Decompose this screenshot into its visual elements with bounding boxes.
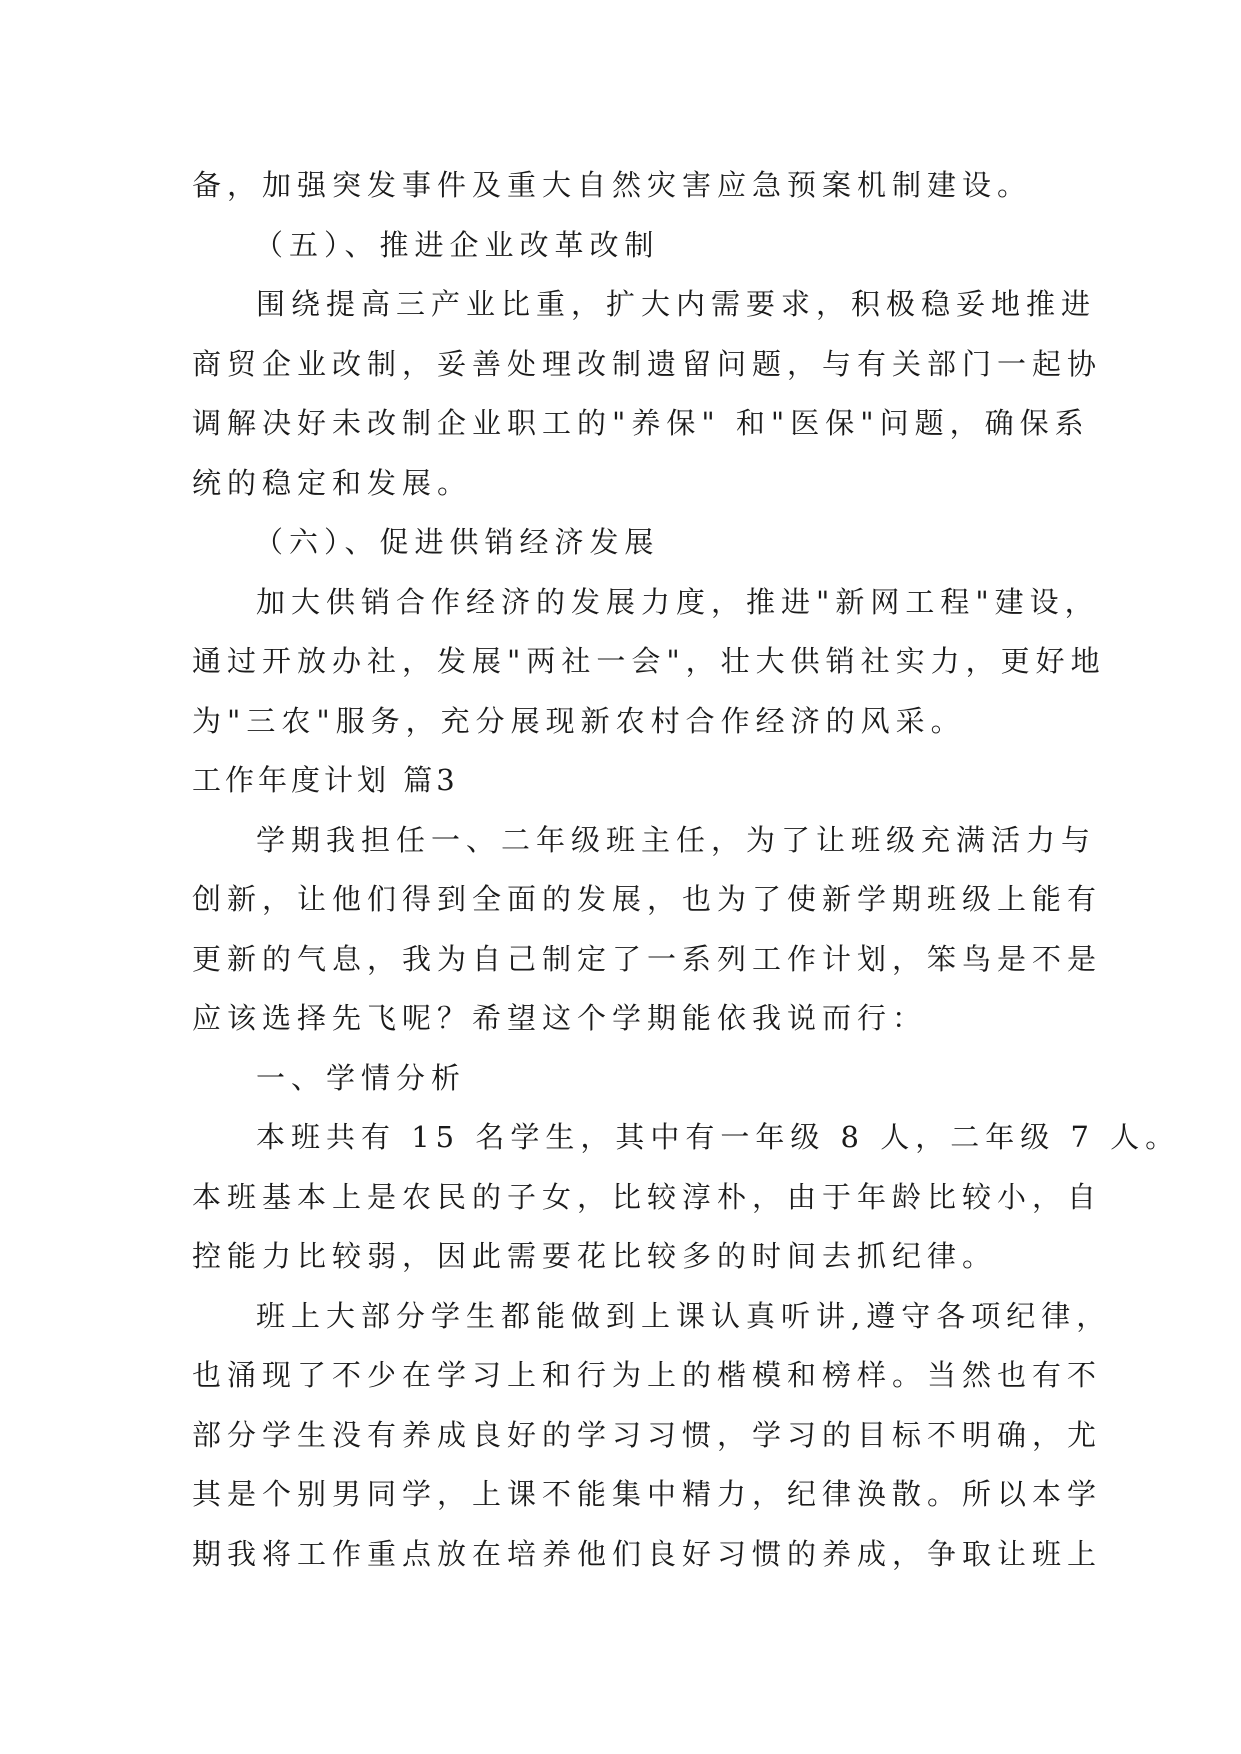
article-heading: 工作年度计划 篇3 bbox=[192, 763, 459, 797]
paragraph-line: 本班共有 15 名学生，其中有一年级 8 人，二年级 7 人。 bbox=[256, 1120, 1181, 1154]
paragraph-line: 商贸企业改制，妥善处理改制遗留问题，与有关部门一起协 bbox=[192, 346, 1103, 381]
section-heading: （五）、推进企业改革改制 bbox=[254, 227, 660, 262]
paragraph-line: 围绕提高三产业比重，扩大内需要求，积极稳妥地推进 bbox=[256, 287, 1097, 321]
paragraph-line: 通过开放办社，发展"两社一会"，壮大供销社实力，更好地 bbox=[192, 644, 1106, 678]
paragraph-line: 统的稳定和发展。 bbox=[192, 465, 473, 500]
paragraph-line: 备，加强突发事件及重大自然灾害应急预案机制建设。 bbox=[192, 168, 1033, 202]
paragraph-line: 调解决好未改制企业职工的"养保" 和"医保"问题，确保系 bbox=[192, 406, 1090, 440]
paragraph-line: 应该选择先飞呢？希望这个学期能依我说而行： bbox=[192, 1001, 928, 1035]
paragraph-line: 更新的气息，我为自己制定了一系列工作计划，笨鸟是不是 bbox=[192, 941, 1103, 976]
paragraph-line: 其是个别男同学，上课不能集中精力，纪律涣散。所以本学 bbox=[192, 1477, 1103, 1511]
paragraph-line: 本班基本上是农民的子女，比较淳朴，由于年龄比较小，自 bbox=[192, 1179, 1103, 1214]
document-body bbox=[192, 156, 1181, 1584]
paragraph-line: 班上大部分学生都能做到上课认真听讲,遵守各项纪律， bbox=[256, 1298, 1112, 1333]
paragraph-line: 部分学生没有养成良好的学习习惯，学习的目标不明确，尤 bbox=[192, 1417, 1103, 1452]
section-heading: （六）、促进供销经济发展 bbox=[254, 525, 660, 559]
paragraph-line: 控能力比较弱，因此需要花比较多的时间去抓纪律。 bbox=[192, 1239, 998, 1273]
paragraph-line: 创新，让他们得到全面的发展，也为了使新学期班级上能有 bbox=[192, 882, 1103, 916]
paragraph-line: 期我将工作重点放在培养他们良好习惯的养成，争取让班上 bbox=[192, 1536, 1103, 1571]
paragraph-line: 为"三农"服务，充分展现新农村合作经济的风采。 bbox=[192, 703, 966, 738]
paragraph-line: 学期我担任一、二年级班主任，为了让班级充满活力与 bbox=[256, 822, 1097, 857]
paragraph-line: 也涌现了不少在学习上和行为上的楷模和榜样。当然也有不 bbox=[192, 1358, 1103, 1392]
section-heading: 一、学情分析 bbox=[256, 1060, 467, 1095]
paragraph-line: 加大供销合作经济的发展力度，推进"新网工程"建设， bbox=[256, 584, 1100, 619]
